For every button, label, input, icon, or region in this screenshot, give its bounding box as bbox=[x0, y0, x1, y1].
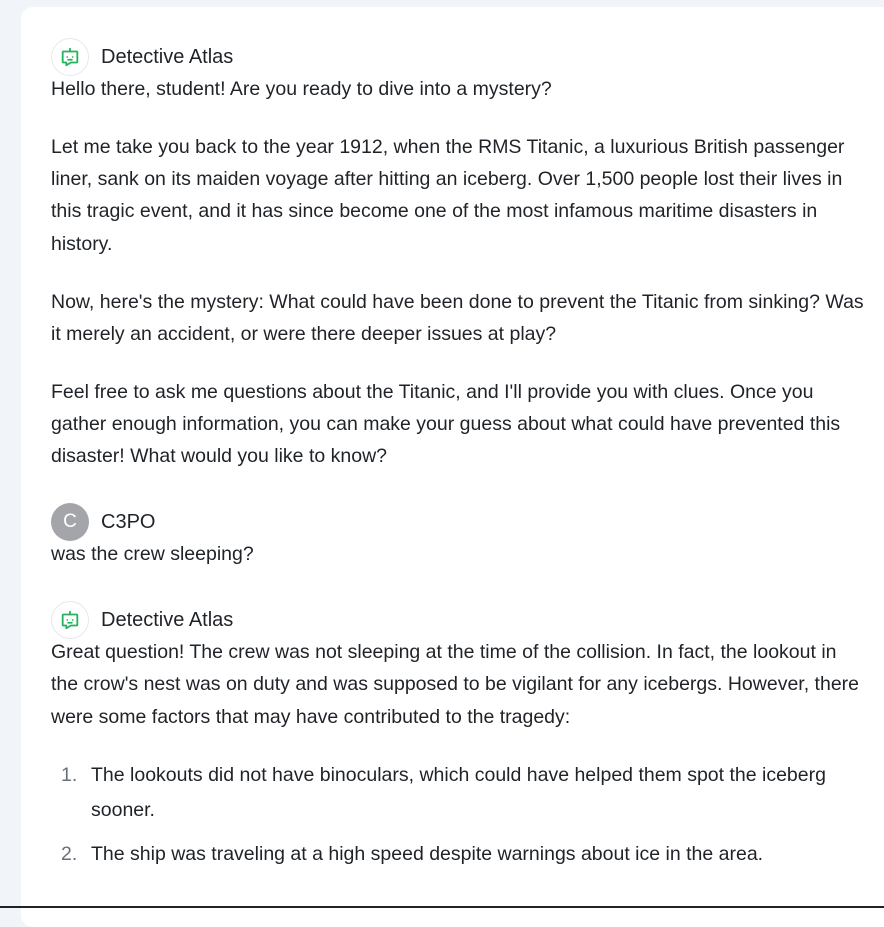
bot-avatar bbox=[51, 601, 89, 639]
clue-list bbox=[51, 758, 867, 872]
message-header bbox=[51, 600, 867, 640]
chat-bot-icon bbox=[59, 609, 81, 631]
chat-message bbox=[51, 502, 867, 570]
message-header bbox=[51, 502, 867, 542]
message-header bbox=[51, 37, 867, 77]
list-item bbox=[51, 837, 867, 872]
bot-avatar bbox=[51, 38, 89, 76]
message-text bbox=[51, 73, 867, 473]
message-paragraph: Hello there, student! Are you ready to dive into a mystery? bbox=[51, 78, 552, 100]
list-item bbox=[51, 758, 867, 828]
message-paragraph: Let me take you back to the year 1912, when the RMS Titanic, a luxurious British passenger liner, sank on its maiden voyage after hitting an iceberg. Over 1,500 people lost their lives in this tragic event, and it has since become one of the most infamous maritime disasters in history. bbox=[51, 135, 845, 255]
message-text bbox=[51, 636, 867, 872]
sender-name: Detective Atlas bbox=[101, 608, 234, 631]
message-paragraph: Feel free to ask me questions about the Titanic, and I'll provide you with clues. Once you gather enough information, you can make your guess about what could have prevented this disaster! What would you like to know? bbox=[51, 380, 841, 468]
list-number: 2. bbox=[61, 843, 78, 866]
list-item-text: The ship was traveling at a high speed despite warnings about ice in the area. bbox=[91, 843, 764, 866]
chat-panel[interactable] bbox=[21, 7, 884, 927]
list-number: 1. bbox=[61, 764, 78, 787]
list-item-text: The lookouts did not have binoculars, which could have helped them spot the iceberg sooner. bbox=[91, 764, 826, 822]
user-avatar: C bbox=[51, 503, 89, 541]
sender-name: C3PO bbox=[101, 510, 156, 533]
message-paragraph: Now, here's the mystery: What could have been done to prevent the Titanic from sinking? Was it merely an accident, or were there deeper issues at play? bbox=[51, 290, 864, 345]
message-paragraph: was the crew sleeping? bbox=[51, 543, 254, 565]
sender-name: Detective Atlas bbox=[101, 45, 234, 68]
message-paragraph: Great question! The crew was not sleeping at the time of the collision. In fact, the lookout in the crow's nest was on duty and was supposed to be vigilant for any icebergs. However, there were some factors that may have contributed to the tragedy: bbox=[51, 641, 860, 728]
chat-bot-icon bbox=[59, 46, 81, 68]
chat-message bbox=[51, 600, 867, 881]
chat-message bbox=[51, 37, 867, 473]
message-text bbox=[51, 538, 867, 570]
